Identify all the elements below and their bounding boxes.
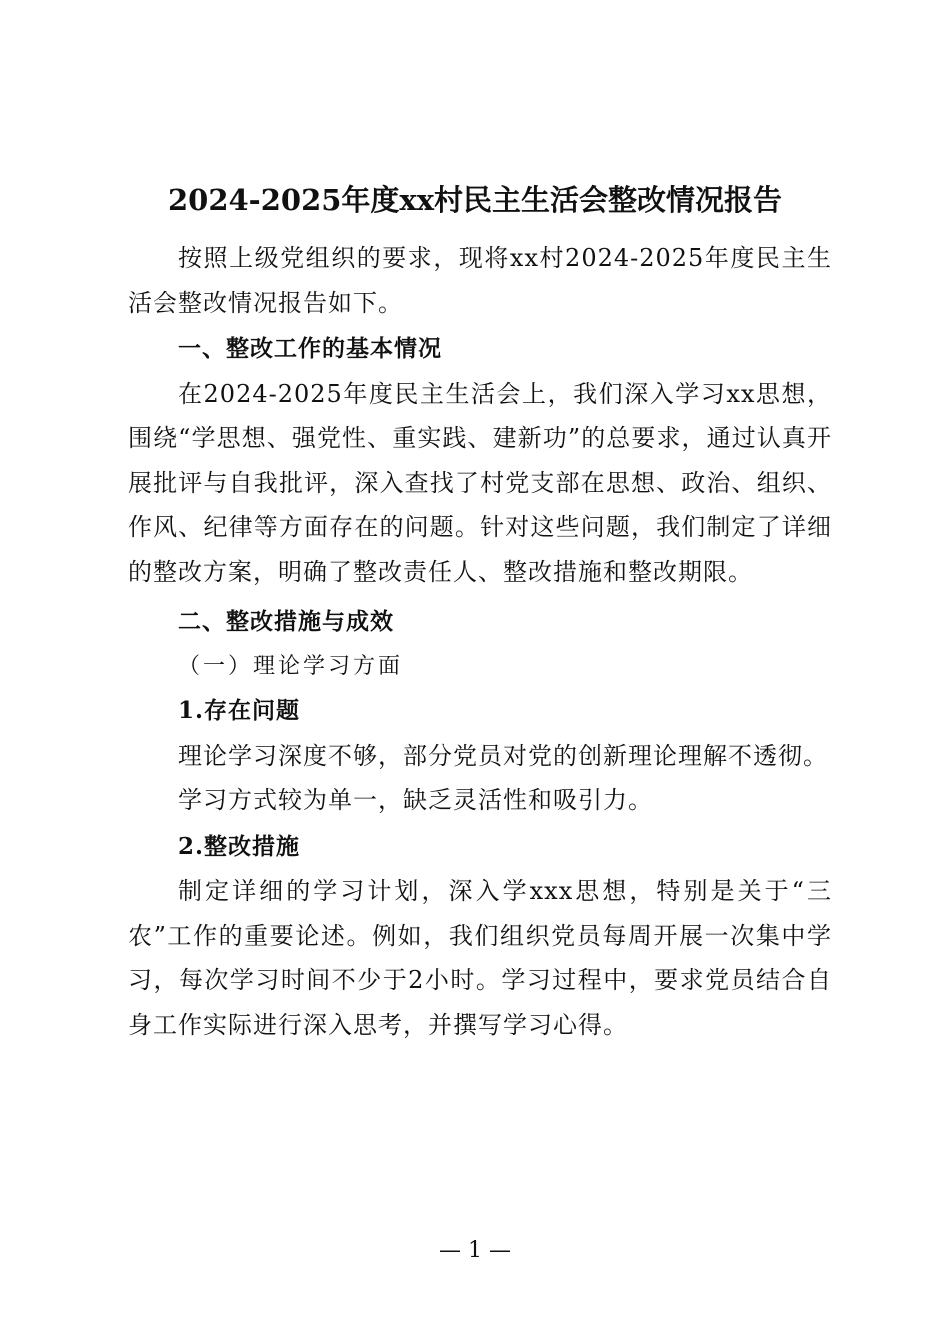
problems-paragraph-1: 理论学习深度不够，部分党员对党的创新理论理解不透彻。 [178, 741, 828, 770]
basic-situation-paragraph: 在2024-2025年度民主生活会上，我们深入学习xx思想，围绕“学思想、强党性、重实践、建新功”的总要求，通过认真开展批评与自我批评，深入查找了村党支部在思想、政治、组织、作风、纪律等方面存在的问题。针对这些问题，我们制定了详细的整改方案，明确了整改责任人、整改措施和整改期限。 [128, 379, 832, 586]
section-heading-basic-situation: 一、整改工作的基本情况 [178, 336, 442, 362]
measures-paragraph: 制定详细的学习计划，深入学xxx思想，特别是关于“三农”工作的重要论述。例如，我们组织党员每周开展一次集中学习，每次学习时间不少于2小时。学习过程中，要求党员结合自身工作实际进行深入思考，并撰写学习心得。 [128, 877, 832, 1039]
document-body [128, 236, 832, 1047]
page-number: — 1 — [439, 1238, 511, 1263]
document-title: 2024-2025年度xx村民主生活会整改情况报告 [167, 183, 783, 217]
intro-paragraph: 按照上级党组织的要求，现将xx村2024-2025年度民主生活会整改情况报告如下。 [128, 244, 832, 317]
item-heading-rectification-measures: 2.整改措施 [178, 832, 301, 860]
subsection-heading-theory-study: （一）理论学习方面 [178, 653, 404, 679]
problems-paragraph-2: 学习方式较为单一，缺乏灵活性和吸引力。 [178, 786, 653, 814]
item-heading-existing-problems: 1.存在问题 [178, 697, 301, 724]
section-heading-measures-results: 二、整改措施与成效 [178, 609, 394, 635]
